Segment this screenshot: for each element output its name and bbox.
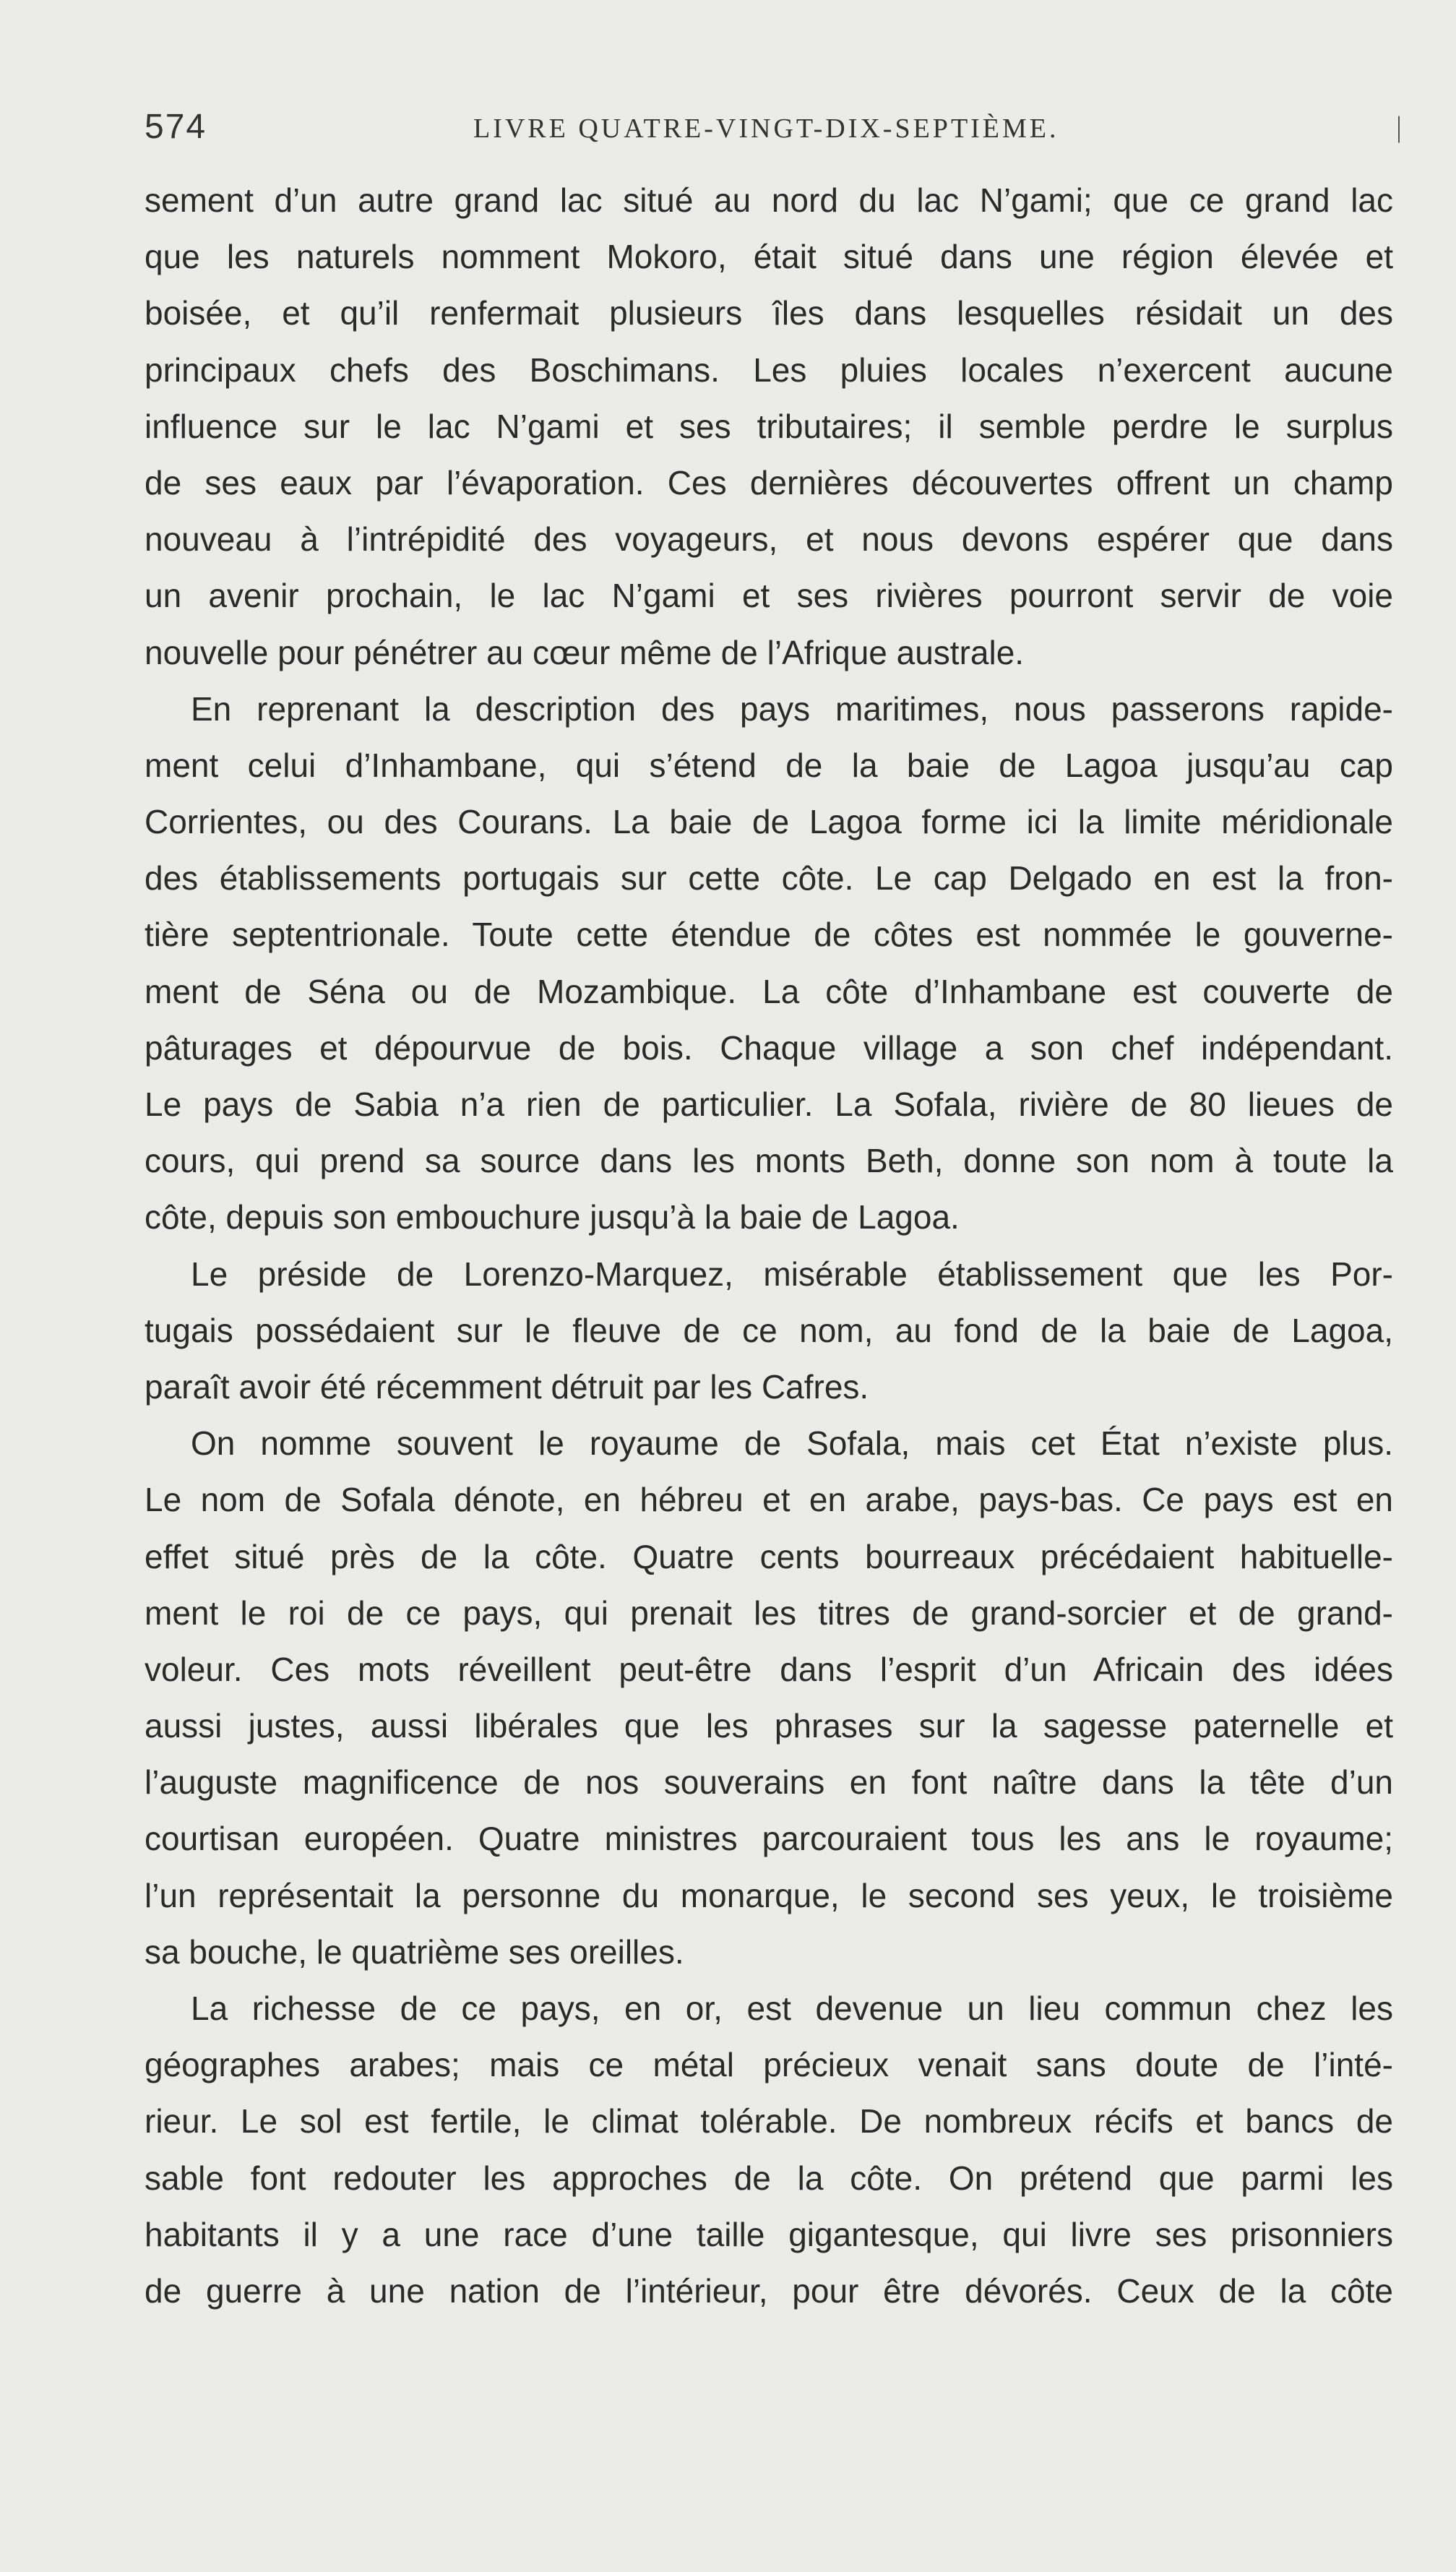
text-line: ment celui d’Inhambane, qui s’étend de la baie de Lagoa jusqu’au cap <box>145 746 1393 784</box>
text-line: aussi justes, aussi libérales que les phrases sur la sagesse paternelle et <box>145 1707 1393 1745</box>
text-line: sement d’un autre grand lac situé au nord du lac N’gami; que ce grand lac <box>145 181 1393 219</box>
text-line: pâturages et dépourvue de bois. Chaque village a son chef indépendant. <box>145 1028 1393 1067</box>
page-header <box>145 107 1402 158</box>
text-line: effet situé près de la côte. Quatre cents bourreaux précédaient habituelle- <box>145 1537 1393 1575</box>
text-line: cours, qui prend sa source dans les monts Beth, donne son nom à toute la <box>145 1142 1393 1180</box>
text-line: sable font redouter les approches de la côte. On prétend que parmi les <box>145 2159 1393 2197</box>
text-line: l’un représentait la personne du monarque, le second ses yeux, le troisième <box>145 1876 1393 1914</box>
text-line: habitants il y a une race d’une taille gigantesque, qui livre ses prisonniers <box>145 2215 1393 2253</box>
text-line: de guerre à une nation de l’intérieur, pour être dévorés. Ceux de la côte <box>145 2271 1393 2310</box>
text-line: géographes arabes; mais ce métal précieux venait sans doute de l’inté- <box>145 2046 1393 2084</box>
page-number: 574 <box>145 108 207 146</box>
text-line: Le pays de Sabia n’a rien de particulier. La Sofala, rivière de 80 lieues de <box>145 1085 1393 1123</box>
text-line: principaux chefs des Boschimans. Les pluies locales n’exercent aucune <box>145 350 1393 389</box>
text-line: nouveau à l’intrépidité des voyageurs, et nous devons espérer que dans <box>145 520 1393 559</box>
text-line: Corrientes, ou des Courans. La baie de Lagoa forme ici la limite méridionale <box>145 803 1393 841</box>
text-line: sa bouche, le quatrième ses oreilles. <box>145 1932 684 1971</box>
text-line: des établissements portugais sur cette côte. Le cap Delgado en est la fron- <box>145 859 1393 898</box>
text-line: ment le roi de ce pays, qui prenait les titres de grand-sorcier et de grand- <box>145 1593 1393 1632</box>
text-line: courtisan européen. Quatre ministres parcouraient tous les ans le royaume; <box>145 1820 1393 1858</box>
body-text <box>145 172 1393 2319</box>
paragraph-start-line: Le préside de Lorenzo-Marquez, misérable établissement que les Por- <box>191 1255 1393 1293</box>
text-line: ment de Séna ou de Mozambique. La côte d’Inhambane est couverte de <box>145 972 1393 1010</box>
text-line: boisée, et qu’il renfermait plusieurs îles dans lesquelles résidait un des <box>145 294 1393 332</box>
text-line: nouvelle pour pénétrer au cœur même de l’Afrique australe. <box>145 633 1025 671</box>
text-line: côte, depuis son embouchure jusqu’à la baie de Lagoa. <box>145 1198 960 1236</box>
paragraph-start-line: En reprenant la description des pays maritimes, nous passerons rapide- <box>191 689 1393 728</box>
text-line: rieur. Le sol est fertile, le climat tolérable. De nombreux récifs et bancs de <box>145 2102 1393 2141</box>
text-line: que les naturels nomment Mokoro, était situé dans une région élevée et <box>145 238 1393 276</box>
text-line: Le nom de Sofala dénote, en hébreu et en arabe, pays-bas. Ce pays est en <box>145 1481 1393 1519</box>
margin-mark: | <box>1395 111 1402 143</box>
text-line: influence sur le lac N’gami et ses tributaires; il semble perdre le surplus <box>145 407 1393 445</box>
paragraph-start-line: On nomme souvent le royaume de Sofala, mais cet État n’existe plus. <box>191 1424 1393 1463</box>
text-line: voleur. Ces mots réveillent peut-être dans l’esprit d’un Africain des idées <box>145 1650 1393 1688</box>
text-line: tière septentrionale. Toute cette étendue de côtes est nommée le gouverne- <box>145 916 1393 954</box>
text-line: l’auguste magnificence de nos souverains en font naître dans la tête d’un <box>145 1763 1393 1802</box>
running-title: LIVRE QUATRE-VINGT-DIX-SEPTIÈME. <box>473 113 1059 144</box>
paragraph-start-line: La richesse de ce pays, en or, est devenue un lieu commun chez les <box>191 1990 1393 2027</box>
text-line: paraît avoir été récemment détruit par les Cafres. <box>145 1367 869 1406</box>
text-line: tugais possédaient sur le fleuve de ce nom, au fond de la baie de Lagoa, <box>145 1311 1393 1349</box>
text-line: de ses eaux par l’évaporation. Ces dernières découvertes offrent un champ <box>145 463 1393 502</box>
text-line: un avenir prochain, le lac N’gami et ses rivières pourront servir de voie <box>145 577 1393 615</box>
